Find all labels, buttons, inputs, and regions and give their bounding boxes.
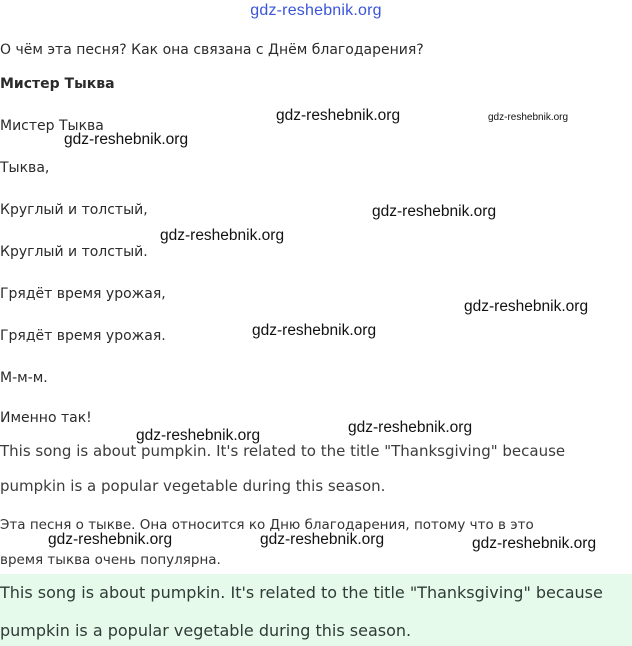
watermark: gdz-reshebnik.org: [252, 322, 377, 339]
song-line: Тыква,: [0, 160, 50, 176]
highlighted-answer-line: pumpkin is a popular vegetable during this season.: [0, 621, 412, 640]
watermark: gdz-reshebnik.org: [372, 203, 497, 220]
song-line: Именно так!: [0, 410, 92, 426]
watermark: gdz-reshebnik.org: [64, 131, 189, 148]
watermark: gdz-reshebnik.org: [488, 112, 569, 123]
watermark: gdz-reshebnik.org: [348, 419, 473, 436]
highlighted-answer-box: [0, 574, 632, 646]
watermark: gdz-reshebnik.org: [464, 298, 589, 315]
watermark: gdz-reshebnik.org: [260, 531, 385, 548]
song-line: Мистер Тыква: [0, 118, 104, 134]
watermark: gdz-reshebnik.org: [276, 107, 401, 124]
answer-ru-line: время тыква очень популярна.: [0, 552, 221, 568]
song-line: Грядёт время урожая.: [0, 328, 166, 344]
highlighted-answer-line: This song is about pumpkin. It's related to the title "Thanksgiving" because: [0, 583, 603, 602]
answer-en-line: This song is about pumpkin. It's related to the title "Thanksgiving" because: [0, 442, 566, 460]
song-line: Круглый и толстый.: [0, 244, 148, 260]
song-title: Мистер Тыква: [0, 76, 115, 92]
question-text: О чём эта песня? Как она связана с Днём благодарения?: [0, 42, 424, 58]
watermark: gdz-reshebnik.org: [48, 531, 173, 548]
answer-en-line: pumpkin is a popular vegetable during this season.: [0, 477, 386, 495]
song-line: М-м-м.: [0, 370, 48, 386]
site-header-watermark: gdz-reshebnik.org: [250, 2, 382, 19]
song-line: Круглый и толстый,: [0, 202, 148, 218]
watermark: gdz-reshebnik.org: [472, 535, 597, 552]
watermark: gdz-reshebnik.org: [136, 427, 261, 444]
watermark: gdz-reshebnik.org: [160, 227, 285, 244]
answer-ru-line: Эта песня о тыкве. Она относится ко Дню благодарения, потому что в это: [0, 517, 534, 533]
song-line: Грядёт время урожая,: [0, 286, 166, 302]
